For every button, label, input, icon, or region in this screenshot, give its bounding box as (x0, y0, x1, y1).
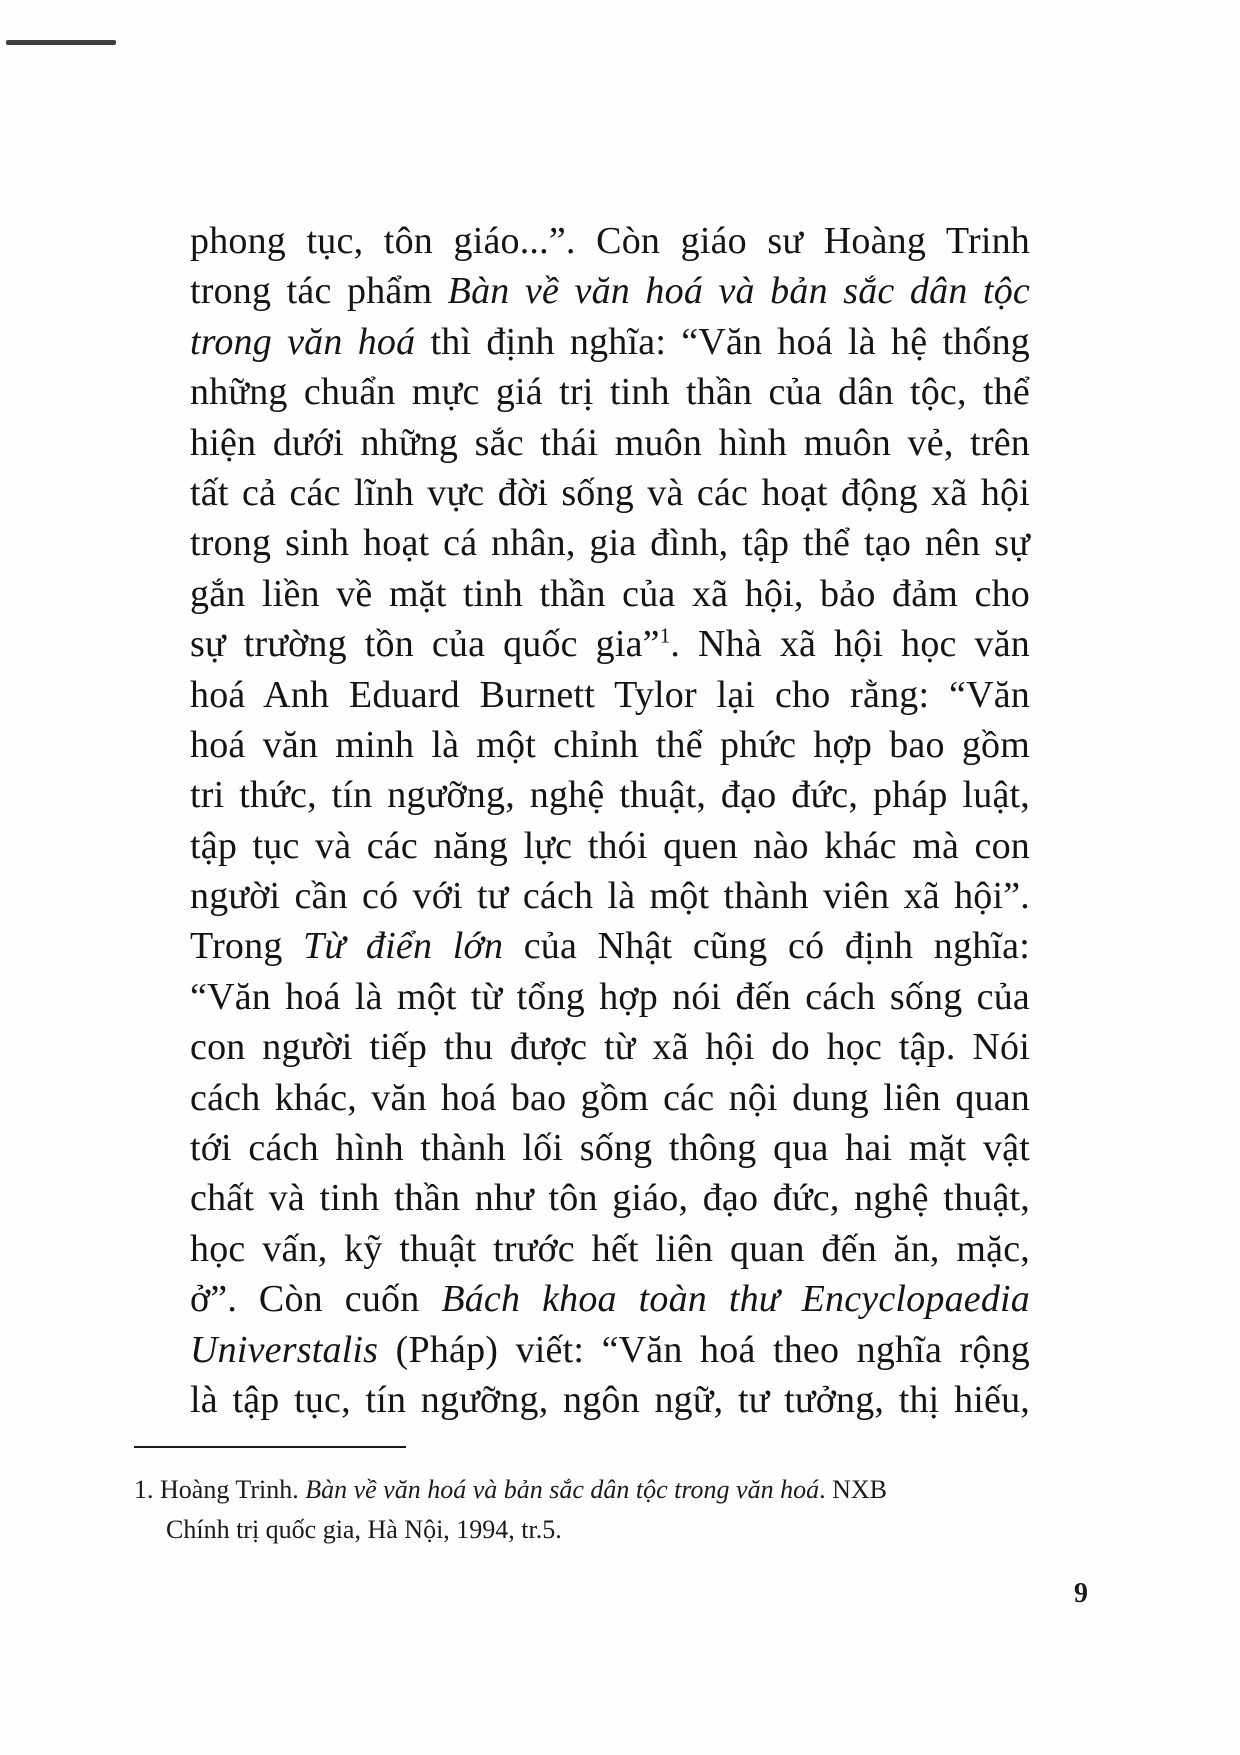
text-line (190, 317, 1030, 367)
text-run: của Nhật cũng có định nghĩa: (503, 925, 1030, 968)
text-run: . NXB (819, 1475, 887, 1504)
text-line (190, 1325, 1030, 1375)
text-line (190, 1073, 1030, 1123)
text-line (190, 670, 1030, 720)
text-line (190, 619, 1030, 669)
text-run: người cần có với tư cách là một thành viên xã hội”. (190, 875, 1030, 918)
text-run: chất và tinh thần như tôn giáo, đạo đức, nghệ thuật, (190, 1177, 1030, 1220)
text-run: sự trường tồn của quốc gia” (190, 623, 660, 666)
italic-title: Bàn về văn hoá và bản sắc dân tộc trong văn hoá (305, 1475, 820, 1504)
text-line (190, 367, 1030, 417)
italic-title: Bàn về văn hoá và bản sắc dân tộc (447, 270, 1030, 313)
text-run: tập tục và các năng lực thói quen nào khác mà con (190, 824, 1030, 867)
text-line (190, 871, 1030, 921)
text-run: Trong (190, 925, 304, 968)
text-run: trong sinh hoạt cá nhân, gia đình, tập thể tạo nên sự (190, 522, 1030, 565)
text-line (190, 1375, 1030, 1425)
text-line (190, 518, 1030, 568)
text-line (190, 1022, 1030, 1072)
text-line (190, 266, 1030, 316)
footnote-divider (134, 1446, 406, 1448)
italic-title: Bách khoa toàn thư Encyclopaedia (441, 1278, 1030, 1321)
text-line (190, 720, 1030, 770)
text-line (190, 569, 1030, 619)
footnote-line-1 (134, 1470, 1094, 1510)
text-run: những chuẩn mực giá trị tinh thần của dân tộc, thể (190, 371, 1030, 414)
text-line (190, 418, 1030, 468)
text-run: học vấn, kỹ thuật trước hết liên quan đến ăn, mặc, (190, 1227, 1030, 1270)
footnote-line-2 (134, 1510, 1094, 1550)
text-run: hoá văn minh là một chỉnh thể phức hợp bao gồm (190, 723, 1030, 766)
text-line (190, 216, 1030, 266)
text-run: hiện dưới những sắc thái muôn hình muôn vẻ, trên (190, 421, 1030, 464)
italic-title: trong văn hoá (190, 320, 416, 363)
text-run: phong tục, tôn giáo...”. Còn giáo sư Hoàng Trinh (190, 220, 1030, 262)
text-run: tri thức, tín ngưỡng, nghệ thuật, đạo đức, pháp luật, (190, 774, 1030, 817)
text-run: ở”. Còn cuốn (190, 1278, 442, 1321)
text-line (190, 972, 1030, 1022)
scan-edge-mark (6, 40, 116, 45)
italic-title: Từ điển lớn (303, 925, 504, 968)
text-run: (Pháp) viết: “Văn hoá theo nghĩa rộng (378, 1328, 1030, 1371)
text-line (190, 468, 1030, 518)
text-run: trong tác phẩm (190, 270, 448, 313)
footnote-ref: 1 (659, 623, 671, 648)
text-line (190, 1173, 1030, 1223)
text-line (190, 770, 1030, 820)
italic-title: Universtalis (190, 1328, 379, 1371)
text-run: thì định nghĩa: “Văn hoá là hệ thống (415, 320, 1030, 363)
footnote (134, 1470, 1094, 1550)
text-run: gắn liền về mặt tinh thần của xã hội, bảo đảm cho (190, 572, 1030, 615)
body-text (190, 216, 1030, 1425)
text-line (190, 1274, 1030, 1324)
text-line (190, 1123, 1030, 1173)
text-run: cách khác, văn hoá bao gồm các nội dung liên quan (190, 1076, 1030, 1119)
text-run: “Văn hoá là một từ tổng hợp nói đến cách sống của (190, 975, 1030, 1018)
page-number: 9 (1074, 1578, 1088, 1609)
text-run: Chính trị quốc gia, Hà Nội, 1994, tr.5. (166, 1515, 562, 1544)
text-run: tất cả các lĩnh vực đời sống và các hoạt động xã hội (190, 471, 1030, 514)
text-run: con người tiếp thu được từ xã hội do học tập. Nói (190, 1026, 1030, 1069)
text-line (190, 821, 1030, 871)
text-line (190, 1224, 1030, 1274)
text-run: . Nhà xã hội học văn (670, 623, 1030, 666)
text-run: hoá Anh Eduard Burnett Tylor lại cho rằng: “Văn (190, 673, 1030, 716)
text-run: tới cách hình thành lối sống thông qua hai mặt vật (190, 1127, 1030, 1170)
text-run: 1. Hoàng Trinh. (134, 1475, 306, 1504)
text-line (190, 921, 1030, 971)
text-run: là tập tục, tín ngưỡng, ngôn ngữ, tư tưởng, thị hiếu, (190, 1378, 1030, 1421)
